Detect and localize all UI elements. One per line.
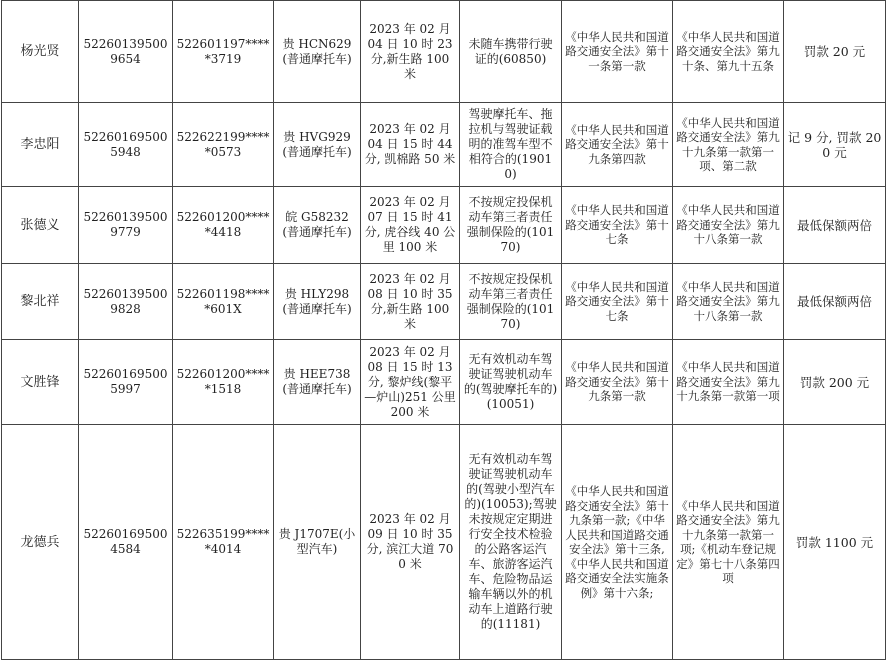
case-number: 522601395009828 <box>83 286 168 316</box>
violation-description: 不按规定投保机动车第三者责任强制保险的(10170) <box>466 271 555 331</box>
penalty-cell <box>784 425 886 660</box>
penalty-cell <box>784 340 886 425</box>
time-place: 2023 年 02 月 04 日 10 时 23 分,新生路 100 米 <box>367 21 453 81</box>
person-name: 黎北祥 <box>20 294 60 309</box>
violation-cell <box>460 425 562 660</box>
person-name-cell <box>2 103 79 187</box>
penalty-basis-cell <box>673 425 784 660</box>
violation-description: 无有效机动车驾驶证驾驶机动车的(驾驶小型汽车的)(10053);驾驶未按规定定期进行安全技术检验的公路客运汽车、旅游客运汽车、危险物品运输车辆以外的机动车上道路行驶的(11181) <box>464 452 557 631</box>
plate-cell <box>274 103 361 187</box>
violation-records-table <box>1 0 886 660</box>
id-number: 522601200*****1518 <box>176 367 270 396</box>
time-place: 2023 年 02 月 04 日 15 时 44 分, 凯棉路 50 米 <box>364 122 456 166</box>
time-place-cell <box>361 187 460 264</box>
penalty-basis-cell <box>673 264 784 340</box>
penalty-basis: 《中华人民共和国道路交通安全法》第九十九条第一款第一项 <box>676 360 780 404</box>
time-place: 2023 年 02 月 08 日 15 时 13 分, 黎炉线(黎平—炉山)251 公里 200 米 <box>364 344 456 419</box>
plate-number: 贵 HCN629(普通摩托车) <box>282 36 352 66</box>
violation-basis: 《中华人民共和国道路交通安全法》第十七条 <box>565 279 669 323</box>
table-row <box>2 425 886 660</box>
id-number: 522622199*****0573 <box>176 129 270 159</box>
case-number-cell <box>79 187 173 264</box>
plate-cell <box>274 425 361 660</box>
plate-number: 贵 J1707E(小型汽车) <box>278 527 356 556</box>
plate-cell <box>274 1 361 103</box>
violation-cell <box>460 1 562 103</box>
penalty-basis: 《中华人民共和国道路交通安全法》第九十九条第一款第一项;《机动车登记规定》第七十八条第四项 <box>676 498 780 585</box>
time-place-cell <box>361 340 460 425</box>
id-number-cell <box>173 187 274 264</box>
id-number: 522601197*****3719 <box>176 36 270 66</box>
violation-basis: 《中华人民共和国道路交通安全法》第十九条第四款 <box>565 122 669 166</box>
person-name-cell <box>2 264 79 340</box>
violation-basis: 《中华人民共和国道路交通安全法》第十九条第一款 <box>565 360 669 404</box>
plate-cell <box>274 340 361 425</box>
penalty-basis: 《中华人民共和国道路交通安全法》第九十八条第一款 <box>676 279 780 323</box>
penalty-basis-cell <box>673 1 784 103</box>
violation-basis-cell <box>562 264 673 340</box>
time-place: 2023 年 02 月 09 日 10 时 35 分, 滨江大道 700 米 <box>366 512 454 571</box>
penalty: 最低保额两倍 <box>796 294 872 309</box>
case-number: 522601695005948 <box>83 129 168 159</box>
case-number-cell <box>79 425 173 660</box>
id-number: 522601198*****601X <box>176 286 270 316</box>
penalty-cell <box>784 103 886 187</box>
person-name: 文胜锋 <box>20 374 60 390</box>
id-number-cell <box>173 340 274 425</box>
penalty: 罚款 1100 元 <box>795 534 874 550</box>
penalty-basis-cell <box>673 103 784 187</box>
violation-cell <box>460 103 562 187</box>
violation-basis-cell <box>562 103 673 187</box>
plate-number: 贵 HLY298(普通摩托车) <box>282 286 352 316</box>
penalty-basis: 《中华人民共和国道路交通安全法》第九十条、第九十五条 <box>676 29 780 73</box>
violation-basis: 《中华人民共和国道路交通安全法》第十九条第一款;《中华人民共和国道路交通安全法》第十三条,《中华人民共和国道路交通安全法实施条例》第十六条; <box>565 484 669 600</box>
penalty-basis-cell <box>673 187 784 264</box>
penalty-cell <box>784 264 886 340</box>
penalty-cell <box>784 187 886 264</box>
plate-cell <box>274 187 361 264</box>
time-place-cell <box>361 264 460 340</box>
plate-number: 贵 HVG929(普通摩托车) <box>282 129 352 159</box>
case-number-cell <box>79 264 173 340</box>
plate-number: 贵 HEE738(普通摩托车) <box>282 367 352 396</box>
violation-basis: 《中华人民共和国道路交通安全法》第十七条 <box>565 203 669 247</box>
case-number-cell <box>79 1 173 103</box>
time-place-cell <box>361 425 460 660</box>
penalty: 记 9 分, 罚款 200 元 <box>787 129 882 160</box>
table-row <box>2 1 886 103</box>
id-number: 522635199*****4014 <box>176 527 270 556</box>
case-number: 522601395009779 <box>83 210 168 239</box>
case-number-cell <box>79 103 173 187</box>
violation-basis-cell <box>562 425 673 660</box>
person-name: 张德义 <box>20 217 60 233</box>
penalty-basis: 《中华人民共和国道路交通安全法》第九十九条第一款第一项、第二款 <box>676 115 780 173</box>
case-number: 522601695005997 <box>83 367 168 396</box>
person-name-cell <box>2 425 79 660</box>
plate-cell <box>274 264 361 340</box>
violation-description: 无有效机动车驾驶证驾驶机动车的(驾驶摩托车的)(10051) <box>463 352 558 411</box>
penalty-basis-cell <box>673 340 784 425</box>
table-row <box>2 340 886 425</box>
violation-basis-cell <box>562 187 673 264</box>
id-number: 522601200*****4418 <box>176 210 270 239</box>
person-name-cell <box>2 340 79 425</box>
id-number-cell <box>173 103 274 187</box>
table-row <box>2 187 886 264</box>
table-row <box>2 264 886 340</box>
plate-number: 皖 G58232(普通摩托车) <box>282 210 352 239</box>
penalty: 最低保额两倍 <box>796 217 872 233</box>
table-row <box>2 103 886 187</box>
case-number: 522601395009654 <box>83 36 168 66</box>
time-place-cell <box>361 1 460 103</box>
time-place: 2023 年 02 月 07 日 15 时 41 分, 虎谷线 40 公里 100 米 <box>364 195 456 254</box>
violation-basis: 《中华人民共和国道路交通安全法》第十一条第一款 <box>565 29 669 73</box>
person-name: 李忠阳 <box>20 137 60 152</box>
violation-description: 不按规定投保机动车第三者责任强制保险的(10170) <box>466 195 555 254</box>
person-name: 龙德兵 <box>20 534 60 550</box>
penalty: 罚款 200 元 <box>799 374 870 390</box>
id-number-cell <box>173 425 274 660</box>
violation-cell <box>460 340 562 425</box>
person-name: 杨光贤 <box>20 44 60 59</box>
violation-basis-cell <box>562 1 673 103</box>
time-place: 2023 年 02 月 08 日 10 时 35 分,新生路 100 米 <box>367 271 453 331</box>
violation-description: 驾驶摩托车、拖拉机与驾驶证载明的准驾车型不相符合的(19010) <box>468 107 553 181</box>
person-name-cell <box>2 187 79 264</box>
penalty-cell <box>784 1 886 103</box>
violation-cell <box>460 264 562 340</box>
violation-cell <box>460 187 562 264</box>
case-number: 522601695004584 <box>83 527 168 556</box>
case-number-cell <box>79 340 173 425</box>
time-place-cell <box>361 103 460 187</box>
id-number-cell <box>173 1 274 103</box>
person-name-cell <box>2 1 79 103</box>
violation-basis-cell <box>562 340 673 425</box>
penalty: 罚款 20 元 <box>803 44 866 59</box>
penalty-basis: 《中华人民共和国道路交通安全法》第九十八条第一款 <box>676 203 780 247</box>
id-number-cell <box>173 264 274 340</box>
violation-description: 未随车携带行驶证的(60850) <box>468 36 553 66</box>
